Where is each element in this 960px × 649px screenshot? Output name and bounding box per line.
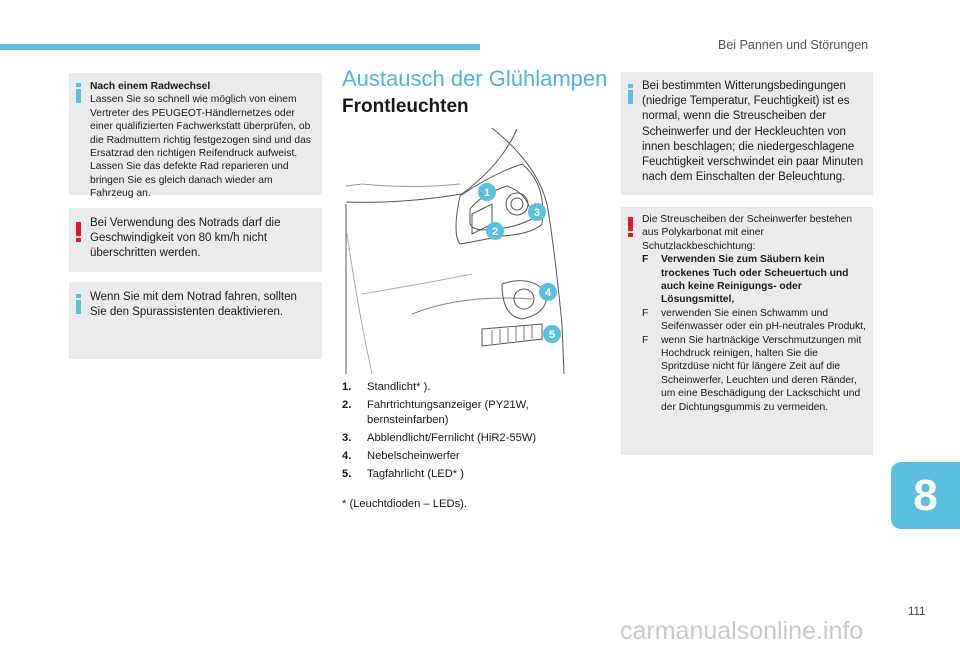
note-condensation-box — [621, 72, 873, 195]
callout-5-label: 5 — [548, 329, 556, 341]
list-item: F Verwenden Sie zum Säubern kein trockenes Tuch oder Scheuertuch und auch keine Reinigungs- oder Lösungsmittel, — [642, 254, 849, 306]
note-lane-assist-box — [69, 282, 322, 359]
warning-icon — [76, 222, 81, 242]
callout-3-label: 3 — [533, 207, 541, 219]
warning-lens-care-box — [621, 207, 873, 455]
headlamp-drawing — [342, 124, 568, 374]
page-number: 111 — [908, 606, 926, 618]
watermark: carmanualsonline.info — [620, 617, 864, 645]
warning-speed-text: Bei Verwendung des Notrads darf die Geschwindigkeit von 80 km/h nicht überschritten werden. — [90, 217, 281, 260]
note-wheel-title: Nach einem Radwechsel — [90, 81, 211, 92]
list-item: F verwenden Sie einen Schwamm und Seifenwasser oder ein pH-neutrales Produkt, — [642, 307, 866, 333]
chapter-tab: 8 — [891, 462, 960, 529]
info-icon — [76, 83, 81, 103]
legend-item: 2. Fahrtrichtungsanzeiger (PY21W, bernsteinfarben) — [342, 399, 529, 426]
note-lane-text: Wenn Sie mit dem Notrad fahren, sollten Sie den Spurassistenten deaktivieren. — [90, 291, 297, 319]
bulb-legend-list — [342, 380, 612, 485]
list-item: F wenn Sie hartnäckige Verschmutzungen mit Hochdruck reinigen, halten Sie die Spritzdüse nicht für längere Zeit auf die Scheinwerfer, Leuchten und deren Ränder, um eine Beschädigung der Lackschicht und der Dichtungsgummis zu vermeiden. — [642, 334, 862, 413]
warning-speed-box — [69, 208, 322, 272]
headlamp-illustration — [342, 124, 568, 374]
callout-2-label: 2 — [491, 226, 499, 238]
note-wheel-change-box — [69, 73, 322, 200]
page-heading: Austausch der Glühlampen — [342, 66, 608, 91]
warning-icon — [628, 217, 633, 237]
callout-1-label: 1 — [483, 187, 491, 199]
warning-lens-intro: Die Streuscheiben der Scheinwerfer bestehen aus Polykarbonat mit einer Schutzlackbeschichtung: — [642, 214, 853, 252]
legend-item: 5. Tagfahrlicht (LED* ) — [342, 468, 464, 480]
legend-item: 1. Standlicht* ). — [342, 381, 431, 393]
top-accent-bar — [0, 44, 480, 50]
callout-4-label: 4 — [544, 287, 552, 299]
footnote: * (Leuchtdioden – LEDs). — [342, 498, 468, 510]
info-icon — [76, 294, 81, 314]
legend-item: 4. Nebelscheinwerfer — [342, 450, 460, 462]
page-subheading: Frontleuchten — [342, 96, 469, 117]
note-condensation-text: Bei bestimmten Witterungsbedingungen (niedrige Temperatur, Feuchtigkeit) ist es normal, wenn die Streuscheiben der Scheinwerfer und der Heckleuchten von innen beschlagen; die niedergeschlagene Feuchtigkeit verschwindet ein paar Minuten nach dem Einschalten der Beleuchtung. — [642, 80, 864, 184]
info-icon — [628, 84, 633, 104]
section-title: Bei Pannen und Störungen — [718, 38, 869, 52]
note-wheel-text: Lassen Sie so schnell wie möglich von einem Vertreter des PEUGEOT-Händlernetzes oder einer qualifizierten Fachwerkstatt überprüfen, ob die Radmuttern richtig festgezogen sind und das Ersatzrad den richtigen Reifendruck aufweist. Lassen Sie das defekte Rad reparieren und bringen Sie es gleich danach wieder am Fahrzeug an. — [90, 94, 311, 200]
legend-item: 3. Abblendlicht/Fernlicht (HiR2-55W) — [342, 432, 537, 444]
